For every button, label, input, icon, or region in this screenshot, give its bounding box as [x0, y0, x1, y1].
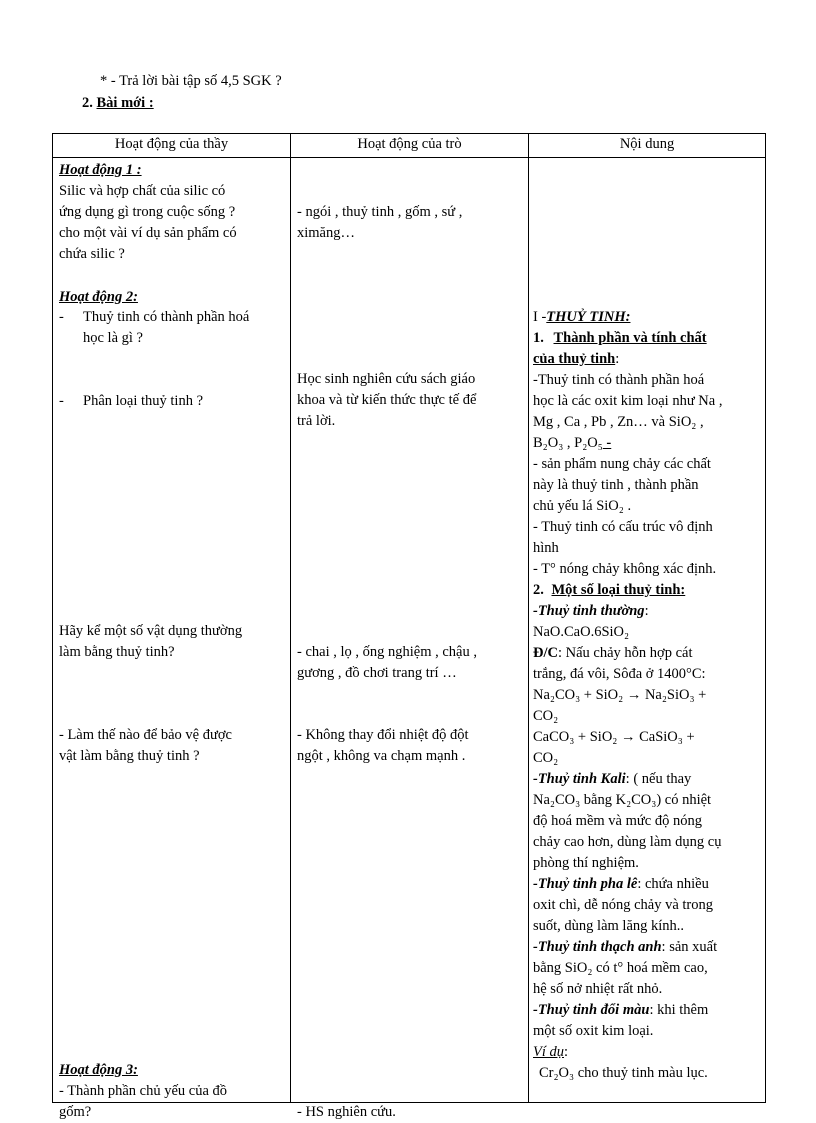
content-text: này là thuỷ tinh , thành phần	[533, 477, 699, 493]
student-text: gương , đồ chơi trang trí …	[297, 665, 457, 681]
content-text: hệ số nở nhiệt rất nhỏ.	[533, 981, 663, 997]
teacher-text: gốm?	[59, 1104, 92, 1120]
content-text: suốt, dùng làm lăng kính..	[533, 918, 685, 934]
glass-type-quartz: -Thuỷ tinh thạch anh: sản xuất	[533, 939, 718, 955]
glass-type-photochromic: -Thuỷ tinh đổi màu: khi thêm	[533, 1002, 709, 1018]
content-text: - T° nóng chảy không xác định.	[533, 561, 717, 577]
table-header-row	[53, 134, 766, 158]
content-text: Cr₂O₃ cho thuỷ tinh màu lục.	[539, 1065, 708, 1081]
content-text: CO₂	[533, 750, 559, 766]
content-text: -Thuỷ tinh có thành phần hoá	[533, 372, 705, 388]
content-text: chủ yếu lá SiO₂ .	[533, 498, 632, 514]
column-header: Hoạt động của thầy	[53, 134, 291, 158]
teacher-text: - Làm thế nào để bảo vệ được	[59, 727, 232, 743]
teacher-text: - Thành phần chủ yếu của đồ	[59, 1083, 228, 1099]
subsection-1-heading: 1. Thành phần và tính chất	[533, 330, 707, 346]
student-text: ximăng…	[297, 225, 355, 241]
section-number: 2.	[82, 95, 93, 111]
student-text: khoa và từ kiến thức thực tế để	[297, 392, 477, 408]
activity-2-title: Hoạt động 2:	[59, 289, 138, 305]
content-text: bằng SiO₂ có t° hoá mềm cao,	[533, 960, 708, 976]
content-text: - Thuỷ tinh có cấu trúc vô định	[533, 519, 713, 535]
student-text: ngột , không va chạm mạnh .	[297, 748, 466, 764]
content-text: chảy cao hơn, dùng làm dụng cụ	[533, 834, 722, 850]
subsection-2-heading: 2. Một số loại thuỷ tinh:	[533, 582, 686, 598]
homework-line: * - Trả lời bài tập số 4,5 SGK ?	[100, 73, 282, 89]
teacher-column: Hoạt động 1 : Silic và hợp chất của silic có ứng dụng gì trong cuộc sống ? cho một vài ví dụ sản phẩm có chứa silic ? Hoạt động 2: - Thuỷ tinh có thành phần hoá học là gì ? - Phân loại thuỷ tinh ? Hãy kể một số vật dụng thường làm bằng thuỷ tinh? - Làm thế nào để bảo vệ được vật làm bằng thuỷ tinh ? Hoạt động 3: - Thành phần chủ yếu của đồ gốm?	[53, 158, 291, 1103]
content-text: một số oxit kim loại.	[533, 1023, 654, 1039]
section-title: Bài mới :	[96, 95, 154, 111]
content-text: Na₂CO₃ bằng K₂CO₃) có nhiệt	[533, 792, 712, 808]
student-text: - chai , lọ , ống nghiệm , chậu ,	[297, 644, 477, 660]
content-text: Mg , Ca , Pb , Zn… và SiO₂ ,	[533, 414, 704, 430]
teacher-text: Hãy kể một số vật dụng thường	[59, 623, 243, 639]
content-text: hình	[533, 540, 559, 556]
teacher-text: ứng dụng gì trong cuộc sống ?	[59, 204, 236, 220]
student-text: - Không thay đổi nhiệt độ đột	[297, 727, 469, 743]
teacher-text: làm bằng thuỷ tinh?	[59, 644, 175, 660]
column-header: Nội dung	[529, 134, 766, 158]
content-text: học là các oxit kim loại như Na ,	[533, 393, 723, 409]
glass-type-normal: -Thuỷ tinh thường:	[533, 603, 649, 619]
student-text: trả lời.	[297, 413, 336, 429]
section-1-heading: I -THUỶ TINH:	[533, 309, 631, 325]
content-text: NaO.CaO.6SiO₂	[533, 624, 630, 640]
column-header: Hoạt động của trò	[291, 134, 529, 158]
table-row	[53, 158, 766, 1103]
content-text: trắng, đá vôi, Sôđa ở 1400°C:	[533, 666, 706, 682]
content-text: oxit chì, dễ nóng chảy và trong	[533, 897, 713, 913]
reaction-1: Na₂CO₃ + SiO₂ → Na₂SiO₃ +	[533, 687, 707, 703]
activity-1-title: Hoạt động 1 :	[59, 162, 142, 178]
student-text: Học sinh nghiên cứu sách giáo	[297, 371, 476, 387]
teacher-text: Phân loại thuỷ tinh ?	[83, 393, 204, 409]
glass-type-kali: -Thuỷ tinh Kali: ( nếu thay	[533, 771, 692, 787]
content-text: CO₂	[533, 708, 559, 724]
teacher-text: cho một vài ví dụ sản phẩm có	[59, 225, 237, 241]
teacher-text: học là gì ?	[83, 330, 143, 346]
teacher-text: Silic và hợp chất của silic có	[59, 183, 226, 199]
reaction-2: CaCO₃ + SiO₂ → CaSiO₃ +	[533, 729, 695, 745]
teacher-text: chứa silic ?	[59, 246, 125, 262]
teacher-text: vật làm bằng thuỷ tinh ?	[59, 748, 200, 764]
lesson-table	[52, 133, 766, 1120]
section-heading	[82, 95, 154, 112]
student-text: - ngói , thuỷ tinh , gốm , sứ ,	[297, 204, 463, 220]
content-text: độ hoá mềm và mức độ nóng	[533, 813, 702, 829]
content-text: Đ/C: Nấu chảy hỗn hợp cát	[533, 645, 693, 661]
student-text: - HS nghiên cứu.	[297, 1104, 396, 1120]
student-column	[291, 158, 529, 1120]
content-text: - sản phẩm nung chảy các chất	[533, 456, 711, 472]
example-label: Ví dụ:	[533, 1044, 569, 1060]
content-text: B₂O₃ , P₂O₅ -	[533, 435, 612, 451]
content-text: phòng thí nghiệm.	[533, 855, 639, 871]
teacher-text: Thuỷ tinh có thành phần hoá	[83, 309, 250, 325]
content-column: I -THUỶ TINH: 1. Thành phần và tính chất của thuỷ tinh: -Thuỷ tinh có thành phần hoá học là các oxit kim loại như Na , Mg , Ca , Pb , Zn… và SiO₂ , B₂O₃ , P₂O₅ - - sản phẩm nung chảy các chất này là thuỷ tinh , thành phần chủ yếu lá SiO₂ . - Thuỷ tinh có cấu trúc vô định hình - T° nóng chảy không xác định. 2. Một số loại thuỷ tinh: -Thuỷ tinh thường: NaO.CaO.6SiO₂ Đ/C: Nấu chảy hỗn hợp cát trắng, đá vôi, Sôđa ở 1400°C: Na₂CO₃ + SiO₂ → Na₂SiO₃ + CO₂ CaCO₃ + SiO₂ → CaSiO₃ + CO₂ -Thuỷ tinh Kali: ( nếu thay Na₂CO₃ bằng K₂CO₃) có nhiệt độ hoá mềm và mức độ nóng chảy cao hơn, dùng làm dụng cụ phòng thí nghiệm. -Thuỷ tinh pha lê: chứa nhiều oxit chì, dễ nóng chảy và trong suốt, dùng làm lăng kính.. -Thuỷ tinh thạch anh: sản xuất bằng SiO₂ có t° hoá mềm cao, hệ số nở nhiệt rất nhỏ. -Thuỷ tinh đổi màu: khi thêm một số oxit kim loại. Ví dụ: Cr₂O₃ cho thuỷ tinh màu lục.	[529, 158, 766, 1103]
activity-3-title: Hoạt động 3:	[59, 1062, 138, 1078]
glass-type-crystal: -Thuỷ tinh pha lê: chứa nhiều	[533, 876, 709, 892]
